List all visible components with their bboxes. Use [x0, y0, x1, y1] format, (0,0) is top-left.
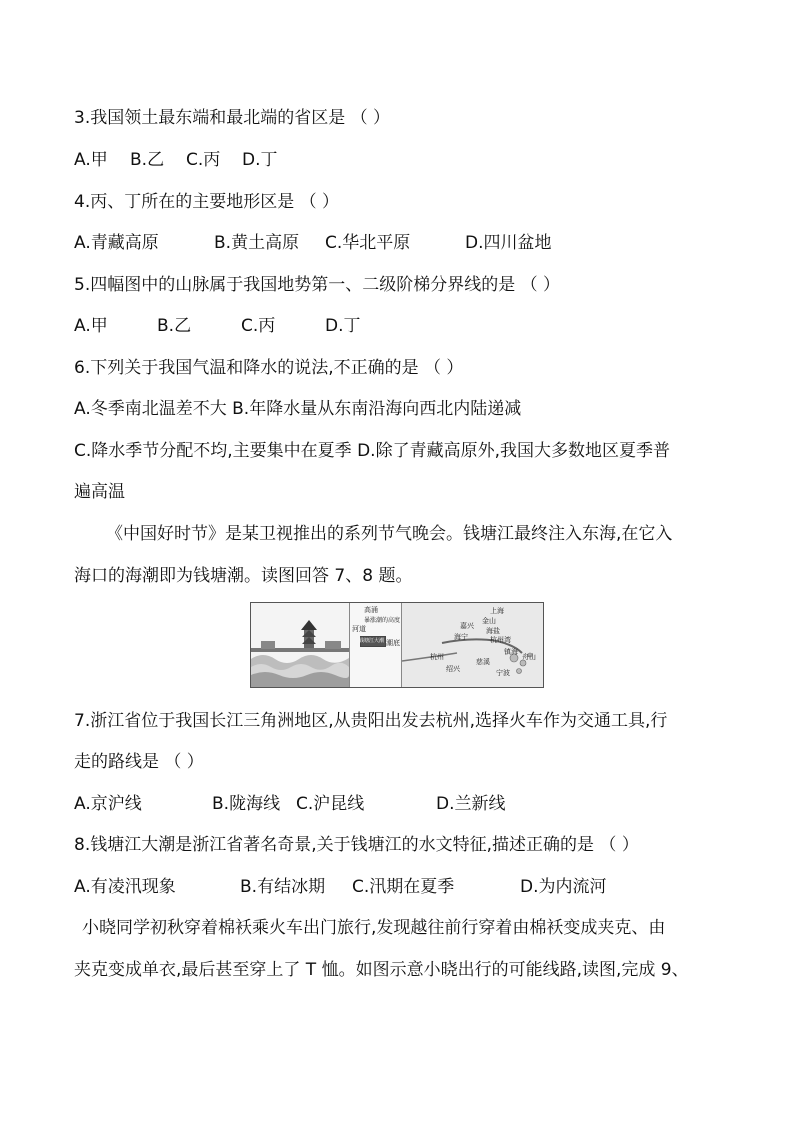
option-b: B.陇海线: [212, 794, 281, 814]
question-6-options-line-2: C.降水季节分配不均,主要集中在夏季 D.除了青藏高原外,我国大多数地区夏季普: [74, 441, 670, 461]
label-zhoushan: 舟山: [522, 653, 536, 661]
label-gaoyong: 高涌: [364, 606, 378, 614]
question-3-options: [74, 149, 278, 171]
question-6-options-line-3: 遍高温: [74, 482, 125, 502]
question-4-options: [74, 232, 552, 254]
option-c: C.华北平原: [325, 233, 411, 253]
label-haining: 海宁: [454, 633, 468, 641]
passage-travel-line-1: 小晓同学初秋穿着棉袄乘火车出门旅行,发现越往前行穿着由棉袄变成夹克、由: [82, 918, 666, 938]
option-a: A.有凌汛现象: [74, 877, 176, 897]
option-a: A.青藏高原: [74, 233, 159, 253]
question-5-options: [74, 315, 361, 337]
option-a: A.甲: [74, 316, 108, 336]
label-cixi: 慈溪: [476, 658, 490, 666]
option-c: C.汛期在夏季: [352, 877, 455, 897]
label-chaodi: 潮底: [386, 639, 400, 647]
option-b: B.黄土高原: [214, 233, 300, 253]
option-d: D.丁: [242, 150, 278, 170]
question-6-stem: 6.下列关于我国气温和降水的说法,不正确的是 （ ）: [74, 358, 464, 378]
option-c: C.沪昆线: [296, 794, 365, 814]
label-shanghai: 上海: [490, 607, 504, 615]
qiantang-tide-figure: [250, 602, 544, 688]
option-b: B.乙: [157, 316, 192, 336]
label-hangzhouwan: 杭州湾: [490, 636, 511, 644]
question-5-stem: 5.四幅图中的山脉属于我国地势第一、二级阶梯分界线的是 （ ）: [74, 275, 561, 295]
label-hangzhou: 杭州: [430, 653, 444, 661]
label-shaoxing: 绍兴: [446, 665, 460, 673]
label-haiyan: 海盐: [486, 627, 500, 635]
option-c: C.丙: [241, 316, 276, 336]
option-b: B.乙: [130, 150, 165, 170]
option-d: D.丁: [325, 316, 361, 336]
question-7-stem-line-1: 7.浙江省位于我国长江三角洲地区,从贵阳出发去杭州,选择火车作为交通工具,行: [74, 711, 668, 731]
question-3-stem: 3.我国领土最东端和最北端的省区是 （ ）: [74, 108, 391, 128]
label-chaogao: 暴涨潮的高度: [364, 617, 401, 624]
question-4-stem: 4.丙、丁所在的主要地形区是 （ ）: [74, 192, 340, 212]
label-jiaxing: 嘉兴: [460, 622, 474, 630]
tide-diagram: [349, 603, 402, 687]
label-jinshan: 金山: [482, 617, 496, 625]
question-6-options-line-1: A.冬季南北温差不大 B.年降水量从东南沿海向西北内陆递减: [74, 399, 522, 419]
option-a: A.甲: [74, 150, 108, 170]
question-7-options: [74, 793, 506, 815]
option-b: B.有结冰期: [240, 877, 326, 897]
coastline-drawing: [402, 603, 544, 687]
label-banner: 钱塘江大潮: [359, 638, 385, 644]
option-d: D.兰新线: [436, 794, 506, 814]
tide-photo: [251, 603, 349, 687]
question-8-stem: 8.钱塘江大潮是浙江省著名奇景,关于钱塘江的水文特征,描述正确的是 （ ）: [74, 835, 639, 855]
option-a: A.京沪线: [74, 794, 142, 814]
tide-photo-drawing: [251, 603, 349, 687]
question-8-options: [74, 876, 607, 898]
label-zhenhai: 镇海: [504, 648, 518, 656]
passage-travel-line-2: 夹克变成单衣,最后甚至穿上了 T 恤。如图示意小晓出行的可能线路,读图,完成 9、: [74, 960, 689, 980]
option-d: D.为内流河: [520, 877, 607, 897]
passage-qiantang-line-2: 海口的海潮即为钱塘潮。读图回答 7、8 题。: [74, 566, 413, 586]
question-7-stem-line-2: 走的路线是 （ ）: [74, 752, 204, 772]
option-d: D.四川盆地: [465, 233, 552, 253]
label-ningbo: 宁波: [496, 669, 510, 677]
passage-qiantang-line-1: 《中国好时节》是某卫视推出的系列节气晚会。钱塘江最终注入东海,在它入: [106, 524, 673, 544]
option-c: C.丙: [186, 150, 221, 170]
qiantang-map: [401, 603, 544, 687]
label-hedao: 河道: [352, 625, 366, 633]
